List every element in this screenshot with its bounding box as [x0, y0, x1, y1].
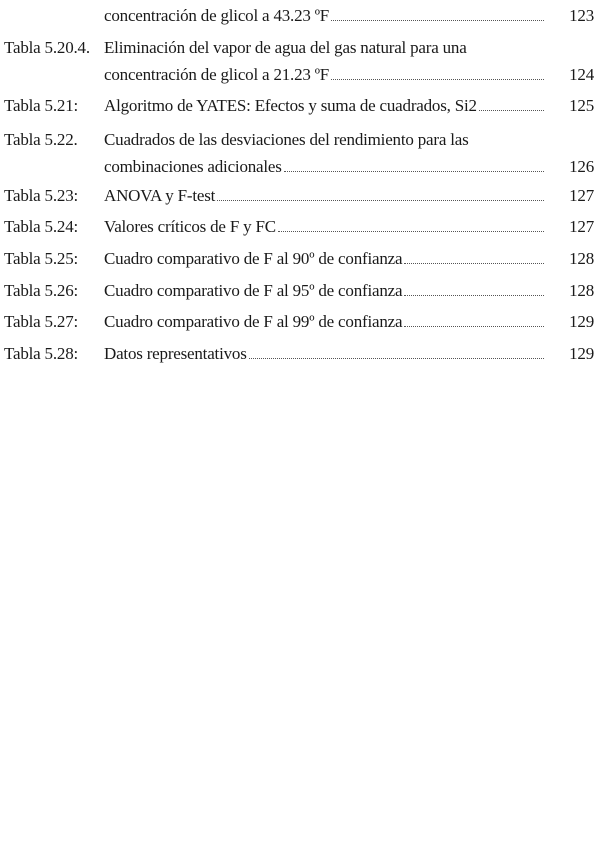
- dot-leader: [284, 170, 544, 172]
- entry-page-number: 127: [569, 217, 594, 236]
- entry-page-number: 125: [569, 96, 594, 115]
- entry-title: [104, 182, 544, 209]
- entry-title: [104, 34, 544, 88]
- entry-title: [104, 277, 544, 304]
- entry-title: [104, 340, 544, 367]
- entry-title: [104, 308, 544, 335]
- entry-title-line: Datos representativos: [104, 344, 247, 363]
- entry-title-line: Eliminación del vapor de agua del gas natural para una: [104, 38, 467, 57]
- entry-title-line: Algoritmo de YATES: Efectos y suma de cuadrados, Si2: [104, 96, 477, 115]
- entry-title-line: ANOVA y F-test: [104, 186, 216, 205]
- dot-leader: [479, 109, 544, 111]
- entry-label: Tabla 5.22.: [4, 130, 78, 149]
- entry-page-number: 129: [569, 312, 594, 331]
- entry-title-line: concentración de glicol a 43.23 ºF: [104, 6, 330, 25]
- entry-title: [104, 213, 544, 240]
- dot-leader: [249, 357, 544, 359]
- entry-label: Tabla 5.23:: [4, 186, 79, 205]
- entry-page-number: 126: [569, 157, 594, 176]
- entry-title-line: concentración de glicol a 21.23 ºF: [104, 65, 330, 84]
- dot-leader: [217, 199, 544, 201]
- dot-leader: [404, 262, 544, 264]
- entry-page-number: 128: [569, 249, 594, 268]
- entry-label: Tabla 5.27:: [4, 312, 79, 331]
- entry-page-number: 128: [569, 281, 594, 300]
- entry-label: Tabla 5.28:: [4, 344, 79, 363]
- entry-label: Tabla 5.20.4.: [4, 38, 90, 57]
- entry-page-number: 127: [569, 186, 594, 205]
- entry-title: [104, 92, 544, 119]
- entry-title: [104, 2, 544, 29]
- dot-leader: [404, 325, 544, 327]
- entry-title-line: combinaciones adicionales: [104, 157, 282, 176]
- entry-page-number: 124: [569, 65, 594, 84]
- entry-title-line: Cuadro comparativo de F al 99º de confianza: [104, 312, 403, 331]
- dot-leader: [404, 294, 544, 296]
- entry-title: [104, 245, 544, 272]
- dot-leader: [278, 230, 544, 232]
- entry-page-number: 129: [569, 344, 594, 363]
- entry-title-line: Cuadro comparativo de F al 90º de confianza: [104, 249, 403, 268]
- dot-leader: [331, 19, 544, 21]
- entry-title: [104, 126, 544, 180]
- entry-label: Tabla 5.25:: [4, 249, 79, 268]
- entry-title-line: Cuadrados de las desviaciones del rendimiento para las: [104, 130, 469, 149]
- entry-page-number: 123: [569, 6, 594, 25]
- dot-leader: [331, 78, 544, 80]
- entry-label: Tabla 5.26:: [4, 281, 79, 300]
- entry-label: Tabla 5.24:: [4, 217, 79, 236]
- entry-title-line: Cuadro comparativo de F al 95º de confianza: [104, 281, 403, 300]
- entry-title-line: Valores críticos de F y FC: [104, 217, 276, 236]
- entry-label: Tabla 5.21:: [4, 96, 79, 115]
